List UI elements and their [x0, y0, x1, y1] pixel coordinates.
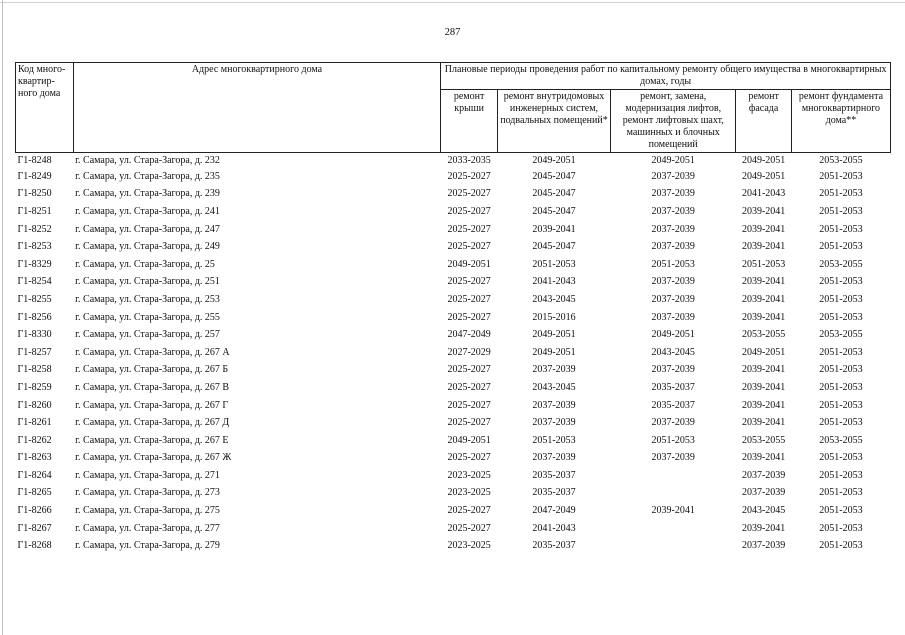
lifts-period-cell: 2037-2039 [651, 364, 695, 376]
internal-systems-period-cell: 2049-2051 [532, 154, 576, 166]
lifts-period-cell: 2049-2051 [651, 154, 695, 166]
facade-period-cell: 2039-2041 [741, 223, 786, 235]
house-address-cell: г. Самара, ул. Стара-Загора, д. 25 [75, 258, 215, 270]
foundation-period-cell: 2051-2053 [819, 487, 863, 499]
table-row [16, 432, 891, 450]
house-code-cell: Г1-8263 [17, 452, 52, 464]
house-address-cell: г. Самара, ул. Стара-Загора, д. 247 [75, 223, 220, 235]
house-address-cell: г. Самара, ул. Стара-Загора, д. 241 [75, 205, 220, 217]
foundation-period-cell: 2051-2053 [819, 469, 863, 481]
foundation-period-cell: 2051-2053 [819, 241, 863, 253]
house-code-cell: Г1-8248 [17, 154, 52, 166]
house-address-cell: г. Самара, ул. Стара-Загора, д. 253 [75, 293, 220, 305]
internal-systems-period-cell: 2039-2041 [532, 223, 576, 235]
foundation-period-cell: 2053-2055 [819, 434, 863, 446]
internal-systems-period-cell: 2041-2043 [532, 522, 576, 534]
lifts-period-cell: 2035-2037 [651, 381, 695, 393]
house-address-cell: г. Самара, ул. Стара-Загора, д. 267 Д [75, 417, 230, 429]
house-address-cell: г. Самара, ул. Стара-Загора, д. 267 В [75, 381, 230, 393]
foundation-period-cell: 2051-2053 [819, 188, 863, 200]
house-code-cell: Г1-8330 [17, 329, 52, 341]
table-row [16, 397, 891, 415]
house-code-cell: Г1-8329 [17, 258, 52, 270]
lifts-period-cell: 2037-2039 [651, 223, 695, 235]
table-row [16, 520, 891, 538]
header-internal-systems: ремонт внутридомовых инженерных систем, подвальных помещений* [497, 90, 610, 153]
table-header [16, 63, 891, 153]
house-address-cell: г. Самара, ул. Стара-Загора, д. 273 [75, 487, 220, 499]
table-row [16, 238, 891, 256]
internal-systems-period-cell: 2035-2037 [532, 540, 576, 552]
facade-period-cell: 2039-2041 [741, 522, 786, 534]
internal-systems-period-cell: 2035-2037 [532, 469, 576, 481]
facade-period-cell: 2039-2041 [741, 417, 786, 429]
roof-period-cell: 2025-2027 [447, 205, 491, 217]
table-row [16, 168, 891, 186]
house-address-cell: г. Самара, ул. Стара-Загора, д. 267 Е [75, 434, 229, 446]
house-code-cell: Г1-8258 [17, 364, 52, 376]
lifts-period-cell: 2037-2039 [651, 205, 695, 217]
header-lifts: ремонт, замена, модернизация лифтов, ремонт лифтовых шахт, машинных и блочных помещений [611, 90, 736, 153]
table-row [16, 485, 891, 503]
table-row [16, 186, 891, 204]
header-periods: Плановые периоды проведения работ по капитальному ремонту общего имущества в многоквартирных домах, годы [441, 63, 891, 90]
house-code-cell: Г1-8265 [17, 487, 52, 499]
internal-systems-period-cell: 2051-2053 [532, 434, 576, 446]
table-row [16, 379, 891, 397]
roof-period-cell: 2025-2027 [447, 364, 491, 376]
foundation-period-cell: 2051-2053 [819, 293, 863, 305]
lifts-period-cell: 2037-2039 [651, 276, 695, 288]
facade-period-cell: 2041-2043 [741, 188, 786, 200]
house-code-cell: Г1-8257 [17, 346, 52, 358]
internal-systems-period-cell: 2037-2039 [532, 399, 576, 411]
lifts-period-cell: 2037-2039 [651, 188, 695, 200]
roof-period-cell: 2025-2027 [447, 276, 491, 288]
house-code-cell: Г1-8253 [17, 241, 52, 253]
house-code-cell: Г1-8259 [17, 381, 52, 393]
internal-systems-period-cell: 2043-2045 [532, 381, 576, 393]
roof-period-cell: 2047-2049 [447, 329, 491, 341]
internal-systems-period-cell: 2049-2051 [532, 329, 576, 341]
lifts-period-cell: 2051-2053 [651, 434, 695, 446]
lifts-period-cell: 2043-2045 [651, 346, 695, 358]
header-address: Адрес многоквартирного дома [73, 63, 441, 153]
house-address-cell: г. Самара, ул. Стара-Загора, д. 267 А [75, 346, 230, 358]
roof-period-cell: 2023-2025 [447, 487, 491, 499]
lifts-period-cell [611, 467, 736, 485]
roof-period-cell: 2025-2027 [447, 452, 491, 464]
table-row [16, 274, 891, 292]
facade-period-cell: 2039-2041 [741, 364, 786, 376]
facade-period-cell: 2049-2051 [741, 154, 786, 166]
facade-period-cell: 2039-2041 [741, 241, 786, 253]
roof-period-cell: 2025-2027 [447, 381, 491, 393]
internal-systems-period-cell: 2037-2039 [532, 364, 576, 376]
foundation-period-cell: 2051-2053 [819, 505, 863, 517]
table-row [16, 291, 891, 309]
facade-period-cell: 2049-2051 [741, 346, 786, 358]
lifts-period-cell: 2037-2039 [651, 417, 695, 429]
internal-systems-period-cell: 2045-2047 [532, 205, 576, 217]
internal-systems-period-cell: 2049-2051 [532, 346, 576, 358]
house-code-cell: Г1-8250 [17, 188, 52, 200]
lifts-period-cell: 2037-2039 [651, 241, 695, 253]
facade-period-cell: 2039-2041 [741, 205, 786, 217]
facade-period-cell: 2053-2055 [741, 434, 786, 446]
house-address-cell: г. Самара, ул. Стара-Загора, д. 267 Г [75, 399, 229, 411]
foundation-period-cell: 2051-2053 [819, 205, 863, 217]
lifts-period-cell: 2037-2039 [651, 311, 695, 323]
foundation-period-cell: 2051-2053 [819, 276, 863, 288]
foundation-period-cell: 2051-2053 [819, 346, 863, 358]
internal-systems-period-cell: 2043-2045 [532, 293, 576, 305]
house-code-cell: Г1-8266 [17, 505, 52, 517]
roof-period-cell: 2025-2027 [447, 170, 491, 182]
internal-systems-period-cell: 2045-2047 [532, 188, 576, 200]
table-row [16, 256, 891, 274]
roof-period-cell: 2049-2051 [447, 258, 491, 270]
table-row [16, 326, 891, 344]
internal-systems-period-cell: 2015-2016 [532, 311, 576, 323]
foundation-period-cell: 2053-2055 [819, 154, 863, 166]
facade-period-cell: 2053-2055 [741, 329, 786, 341]
foundation-period-cell: 2053-2055 [819, 258, 863, 270]
table-row [16, 537, 891, 555]
internal-systems-period-cell: 2041-2043 [532, 276, 576, 288]
house-code-cell: Г1-8249 [17, 170, 52, 182]
page-number: 287 [444, 27, 461, 38]
foundation-period-cell: 2051-2053 [819, 540, 863, 552]
table-row [16, 414, 891, 432]
lifts-period-cell: 2037-2039 [651, 293, 695, 305]
roof-period-cell: 2025-2027 [447, 522, 491, 534]
table-row [16, 362, 891, 380]
internal-systems-period-cell: 2047-2049 [532, 505, 576, 517]
table-row [16, 309, 891, 327]
internal-systems-period-cell: 2045-2047 [532, 241, 576, 253]
house-code-cell: Г1-8256 [17, 311, 52, 323]
roof-period-cell: 2025-2027 [447, 505, 491, 517]
table-row [16, 344, 891, 362]
house-address-cell: г. Самара, ул. Стара-Загора, д. 232 [75, 154, 220, 166]
internal-systems-period-cell: 2045-2047 [532, 170, 576, 182]
internal-systems-period-cell: 2035-2037 [532, 487, 576, 499]
facade-period-cell: 2043-2045 [741, 505, 786, 517]
foundation-period-cell: 2051-2053 [819, 381, 863, 393]
facade-period-cell: 2039-2041 [741, 311, 786, 323]
roof-period-cell: 2049-2051 [447, 434, 491, 446]
lifts-period-cell: 2035-2037 [651, 399, 695, 411]
internal-systems-period-cell: 2051-2053 [532, 258, 576, 270]
facade-period-cell: 2049-2051 [741, 170, 786, 182]
roof-period-cell: 2033-2035 [447, 154, 491, 166]
foundation-period-cell: 2051-2053 [819, 452, 863, 464]
foundation-period-cell: 2051-2053 [819, 223, 863, 235]
foundation-period-cell: 2051-2053 [819, 311, 863, 323]
house-code-cell: Г1-8260 [17, 399, 52, 411]
roof-period-cell: 2025-2027 [447, 241, 491, 253]
roof-period-cell: 2025-2027 [447, 399, 491, 411]
house-code-cell: Г1-8268 [17, 540, 52, 552]
house-address-cell: г. Самара, ул. Стара-Загора, д. 279 [75, 540, 220, 552]
house-address-cell: г. Самара, ул. Стара-Загора, д. 277 [75, 522, 220, 534]
foundation-period-cell: 2051-2053 [819, 170, 863, 182]
table-row [16, 450, 891, 468]
table-row [16, 502, 891, 520]
table-row [16, 221, 891, 239]
house-code-cell: Г1-8254 [17, 276, 52, 288]
house-address-cell: г. Самара, ул. Стара-Загора, д. 239 [75, 188, 220, 200]
roof-period-cell: 2025-2027 [447, 188, 491, 200]
table-row [16, 467, 891, 485]
foundation-period-cell: 2053-2055 [819, 329, 863, 341]
table-body [16, 153, 891, 556]
foundation-period-cell: 2051-2053 [819, 364, 863, 376]
house-address-cell: г. Самара, ул. Стара-Загора, д. 267 Б [75, 364, 229, 376]
roof-period-cell: 2023-2025 [447, 469, 491, 481]
facade-period-cell: 2039-2041 [741, 293, 786, 305]
house-address-cell: г. Самара, ул. Стара-Загора, д. 255 [75, 311, 220, 323]
internal-systems-period-cell: 2037-2039 [532, 417, 576, 429]
house-code-cell: Г1-8267 [17, 522, 52, 534]
roof-period-cell: 2027-2029 [447, 346, 491, 358]
foundation-period-cell: 2051-2053 [819, 417, 863, 429]
lifts-period-cell: 2049-2051 [651, 329, 695, 341]
lifts-period-cell [611, 537, 736, 555]
roof-period-cell: 2025-2027 [447, 223, 491, 235]
house-code-cell: Г1-8261 [17, 417, 52, 429]
house-address-cell: г. Самара, ул. Стара-Загора, д. 275 [75, 505, 220, 517]
house-code-cell: Г1-8252 [17, 223, 52, 235]
table-row [16, 153, 891, 169]
house-address-cell: г. Самара, ул. Стара-Загора, д. 235 [75, 170, 220, 182]
header-facade: ремонт фасада [736, 90, 792, 153]
facade-period-cell: 2039-2041 [741, 399, 786, 411]
foundation-period-cell: 2051-2053 [819, 522, 863, 534]
roof-period-cell: 2025-2027 [447, 311, 491, 323]
lifts-period-cell: 2037-2039 [651, 170, 695, 182]
lifts-period-cell: 2051-2053 [651, 258, 695, 270]
house-address-cell: г. Самара, ул. Стара-Загора, д. 251 [75, 276, 220, 288]
facade-period-cell: 2037-2039 [741, 540, 786, 552]
facade-period-cell: 2037-2039 [741, 487, 786, 499]
scan-left-edge [2, 0, 3, 635]
header-code: Код много-квартир-ного дома [16, 63, 74, 153]
foundation-period-cell: 2051-2053 [819, 399, 863, 411]
lifts-period-cell: 2039-2041 [651, 505, 695, 517]
facade-period-cell: 2039-2041 [741, 276, 786, 288]
roof-period-cell: 2023-2025 [447, 540, 491, 552]
house-code-cell: Г1-8262 [17, 434, 52, 446]
facade-period-cell: 2051-2053 [741, 258, 786, 270]
lifts-period-cell [611, 520, 736, 538]
internal-systems-period-cell: 2037-2039 [532, 452, 576, 464]
house-address-cell: г. Самара, ул. Стара-Загора, д. 271 [75, 469, 220, 481]
facade-period-cell: 2039-2041 [741, 452, 786, 464]
house-address-cell: г. Самара, ул. Стара-Загора, д. 267 Ж [75, 452, 232, 464]
house-code-cell: Г1-8251 [17, 205, 52, 217]
lifts-period-cell: 2037-2039 [651, 452, 695, 464]
house-address-cell: г. Самара, ул. Стара-Загора, д. 249 [75, 241, 220, 253]
roof-period-cell: 2025-2027 [447, 417, 491, 429]
table-row [16, 203, 891, 221]
lifts-period-cell [611, 485, 736, 503]
facade-period-cell: 2037-2039 [741, 469, 786, 481]
scan-top-edge [0, 2, 905, 3]
house-code-cell: Г1-8264 [17, 469, 52, 481]
house-code-cell: Г1-8255 [17, 293, 52, 305]
facade-period-cell: 2039-2041 [741, 381, 786, 393]
roof-period-cell: 2025-2027 [447, 293, 491, 305]
header-roof: ремонт крыши [441, 90, 498, 153]
repair-schedule-table [15, 62, 891, 555]
header-foundation: ремонт фундамента многоквартирного дома** [791, 90, 890, 153]
house-address-cell: г. Самара, ул. Стара-Загора, д. 257 [75, 329, 220, 341]
